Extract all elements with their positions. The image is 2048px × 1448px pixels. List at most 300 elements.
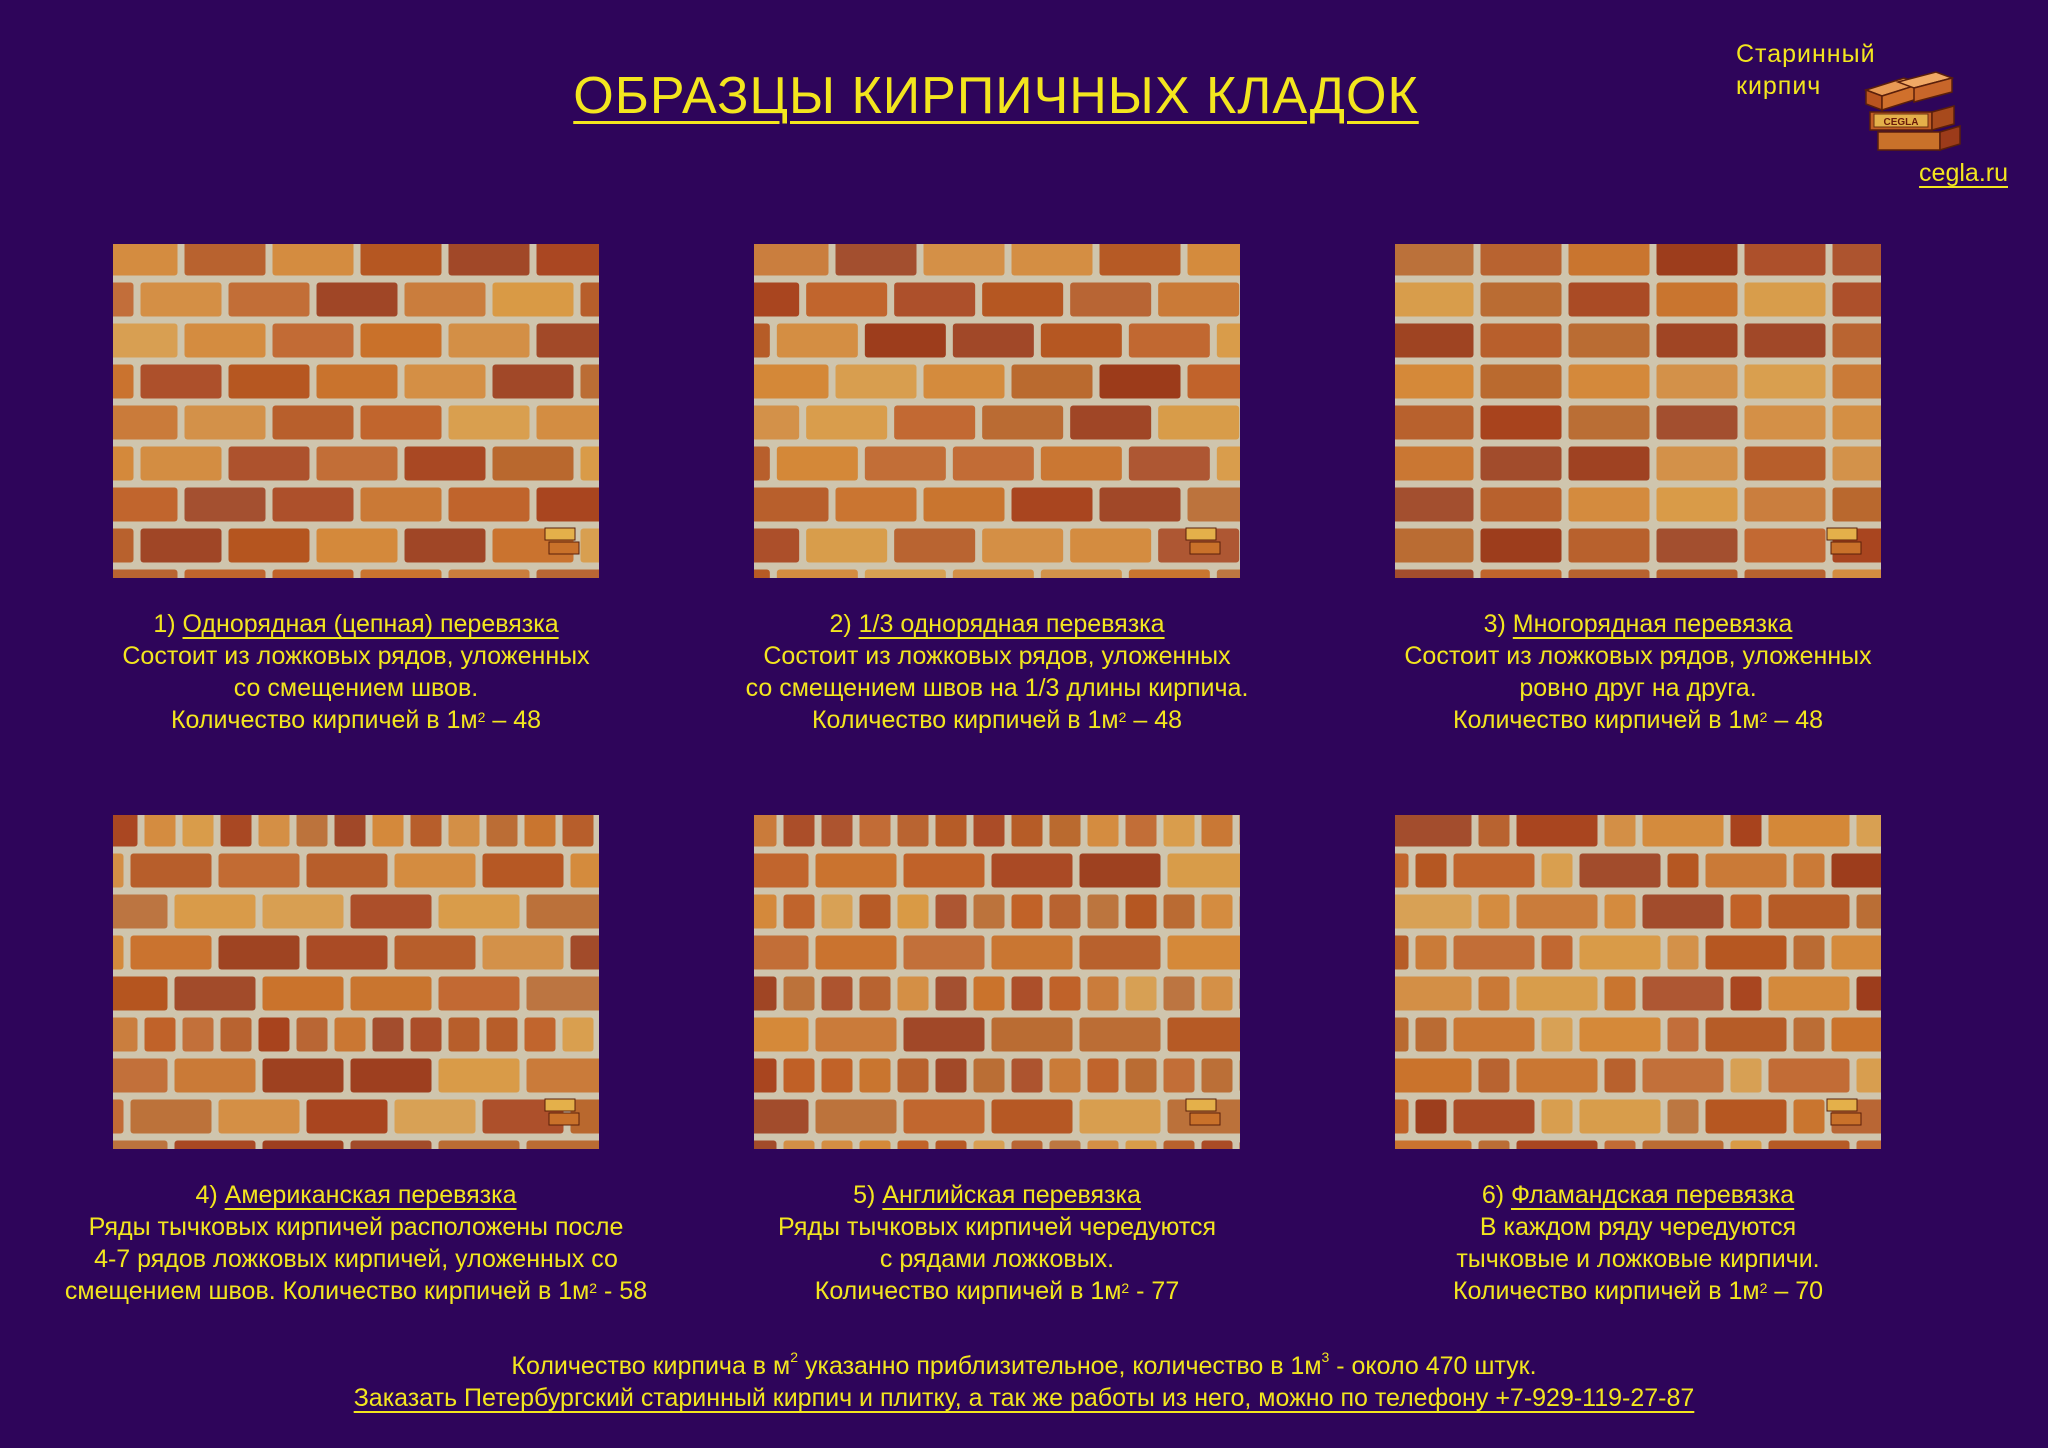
brick — [1041, 570, 1122, 579]
brick — [1395, 244, 1474, 276]
brick — [1070, 283, 1151, 317]
brick — [487, 815, 518, 847]
brick — [754, 570, 770, 579]
brick — [1126, 1141, 1157, 1150]
brick — [1395, 570, 1474, 579]
brick — [754, 244, 829, 276]
brick — [974, 1059, 1005, 1093]
brick — [822, 977, 853, 1011]
website-link[interactable]: cegla.ru — [1919, 159, 2008, 187]
brick — [1479, 977, 1510, 1011]
sample-caption — [1338, 1179, 1938, 1307]
brick — [1454, 1018, 1535, 1052]
brick — [581, 365, 600, 399]
brick — [141, 365, 222, 399]
brick — [860, 815, 891, 847]
brick — [439, 977, 520, 1011]
brick — [1050, 895, 1081, 929]
brick — [493, 283, 574, 317]
brick — [1240, 815, 1241, 847]
brick — [953, 570, 1034, 579]
brick — [113, 244, 178, 276]
brick — [297, 815, 328, 847]
brick — [1395, 815, 1472, 847]
brick — [361, 488, 442, 522]
brick — [219, 1100, 300, 1134]
brick — [1517, 815, 1598, 847]
brick — [1542, 854, 1573, 888]
brick-sample-photo — [113, 244, 599, 578]
brick — [317, 365, 398, 399]
brick — [898, 815, 929, 847]
brick — [527, 895, 600, 929]
brick — [1164, 1059, 1195, 1093]
brick — [1088, 977, 1119, 1011]
brick — [537, 570, 600, 579]
brick — [1481, 324, 1562, 358]
brick — [816, 1100, 897, 1134]
brick — [487, 1018, 518, 1052]
brick — [974, 895, 1005, 929]
sample-description: со смещением швов. — [233, 674, 479, 702]
brick — [1794, 1018, 1825, 1052]
brick — [411, 1018, 442, 1052]
brick — [1745, 324, 1826, 358]
brick — [263, 977, 344, 1011]
sample-name-link[interactable]: Английская перевязка — [882, 1181, 1141, 1209]
brick — [1012, 244, 1093, 276]
sample-description: Состоит из ложковых рядов, уложенных — [763, 642, 1231, 670]
brick — [1580, 936, 1661, 970]
logo-text-line1: Старинный — [1736, 40, 1876, 68]
brick — [992, 936, 1073, 970]
brick — [904, 1100, 985, 1134]
brick — [1833, 244, 1882, 276]
brick — [1168, 854, 1241, 888]
sample-caption — [697, 1179, 1297, 1307]
brick — [1416, 854, 1447, 888]
brick-count: Количество кирпичей в $1м^2 - 48$ — [1452, 706, 1824, 734]
brick — [1164, 977, 1195, 1011]
brick — [527, 1059, 600, 1093]
brick — [1050, 1059, 1081, 1093]
brick — [1240, 1141, 1241, 1150]
brick — [175, 1059, 256, 1093]
brick — [493, 365, 574, 399]
brick — [754, 977, 777, 1011]
brick — [537, 488, 600, 522]
brick — [865, 324, 946, 358]
brick — [822, 815, 853, 847]
brick — [1657, 283, 1738, 317]
sample-name-link[interactable]: Фламандская перевязка — [1511, 1181, 1795, 1209]
sample-description: В каждом ряду чередуются — [1479, 1213, 1797, 1241]
brick-count: Количество кирпичей в $1м^2 - 48$ — [170, 706, 542, 734]
sample-caption — [1338, 608, 1938, 736]
brick — [1731, 1059, 1762, 1093]
brick — [904, 936, 985, 970]
brick — [1395, 529, 1474, 563]
brick — [1188, 488, 1241, 522]
brick — [1569, 447, 1650, 481]
brick — [563, 1018, 594, 1052]
brick — [1657, 529, 1738, 563]
brick — [1454, 854, 1535, 888]
brick — [361, 406, 442, 440]
brick — [816, 1018, 897, 1052]
brick — [1481, 488, 1562, 522]
sample-name-link[interactable]: Однорядная (цепная) перевязка — [182, 610, 559, 638]
logo-text-line2: кирпич — [1736, 72, 1822, 100]
brick — [259, 815, 290, 847]
brick — [860, 977, 891, 1011]
brick — [483, 854, 564, 888]
brick — [1070, 529, 1151, 563]
brick — [1833, 447, 1882, 481]
brick — [525, 1018, 556, 1052]
sample-description: со смещением швов на 1/3 длины кирпича. — [745, 674, 1249, 702]
brick — [1794, 854, 1825, 888]
brick — [1395, 1141, 1472, 1150]
brick — [221, 815, 252, 847]
sample-number: 5) — [853, 1181, 876, 1209]
brick — [113, 365, 134, 399]
brick — [439, 1059, 520, 1093]
brick — [1580, 854, 1661, 888]
brick — [113, 854, 124, 888]
brick — [537, 324, 600, 358]
brick — [1217, 570, 1240, 579]
brick — [581, 283, 600, 317]
brick — [974, 1141, 1005, 1150]
brick — [1833, 365, 1882, 399]
brick — [1202, 977, 1233, 1011]
brick — [1605, 1141, 1636, 1150]
brick — [263, 1059, 344, 1093]
brick — [1395, 1059, 1472, 1093]
brick — [1833, 488, 1882, 522]
brick — [1395, 324, 1474, 358]
sample-name-link[interactable]: Многорядная перевязка — [1512, 610, 1793, 638]
sample-caption — [36, 1179, 676, 1307]
brick — [361, 324, 442, 358]
brick — [1088, 815, 1119, 847]
brick — [449, 488, 530, 522]
brick — [1168, 936, 1241, 970]
brick — [1129, 447, 1210, 481]
brick — [113, 324, 178, 358]
brick — [175, 1141, 256, 1150]
brick — [898, 1059, 929, 1093]
brick — [777, 570, 858, 579]
brick — [1088, 1141, 1119, 1150]
brick — [1395, 283, 1474, 317]
sample-caption — [56, 608, 656, 736]
brick — [1188, 244, 1241, 276]
brick — [113, 895, 168, 929]
brick — [1481, 406, 1562, 440]
brick — [1833, 324, 1882, 358]
brick — [1240, 895, 1241, 929]
brick — [1668, 1100, 1699, 1134]
brick — [373, 1018, 404, 1052]
sample-description: ровно друг на друга. — [1519, 674, 1757, 702]
brick — [351, 1059, 432, 1093]
brick — [273, 244, 354, 276]
brick — [185, 488, 266, 522]
brick-stack-icon — [1858, 68, 1968, 156]
brick — [860, 1059, 891, 1093]
brick — [936, 977, 967, 1011]
brick — [754, 1059, 777, 1093]
brick — [754, 447, 770, 481]
sample-number: 1) — [153, 610, 176, 638]
brick — [865, 447, 946, 481]
brick — [1569, 283, 1650, 317]
brick — [263, 1141, 344, 1150]
brick — [1657, 447, 1738, 481]
brick — [1481, 244, 1562, 276]
brick-wall-image — [1395, 244, 1881, 578]
brick — [1857, 815, 1882, 847]
brick — [1745, 365, 1826, 399]
sample-number: 2) — [829, 610, 852, 638]
brick — [405, 365, 486, 399]
brick — [183, 1018, 214, 1052]
brick — [974, 815, 1005, 847]
sample-number: 6) — [1481, 1181, 1505, 1209]
sample-name-link[interactable]: 1/3 однорядная перевязка — [858, 610, 1165, 638]
brick — [1569, 488, 1650, 522]
brick-count: Количество кирпичей в $1м^2 - 70$ — [1452, 1277, 1824, 1305]
brick — [145, 1018, 176, 1052]
brick — [307, 1100, 388, 1134]
brick — [1657, 406, 1738, 440]
brick — [395, 854, 476, 888]
brick — [1100, 244, 1181, 276]
sample-description: Ряды тычковых кирпичей чередуются — [778, 1213, 1216, 1241]
brick — [924, 365, 1005, 399]
brick — [1857, 895, 1882, 929]
brick — [273, 406, 354, 440]
brick — [1706, 1100, 1787, 1134]
brick — [1706, 936, 1787, 970]
brick — [936, 895, 967, 929]
brick — [1479, 895, 1510, 929]
brick — [1832, 1018, 1882, 1052]
brick — [1517, 895, 1598, 929]
brick — [1745, 447, 1826, 481]
brick — [1202, 815, 1233, 847]
brick — [1731, 895, 1762, 929]
brick — [1657, 244, 1738, 276]
brick — [1745, 570, 1826, 579]
brick — [1745, 244, 1826, 276]
brick — [898, 977, 929, 1011]
brick — [1769, 977, 1850, 1011]
brick — [1643, 1141, 1724, 1150]
brick — [1395, 447, 1474, 481]
brick — [894, 529, 975, 563]
brick — [1833, 570, 1882, 579]
brick — [953, 324, 1034, 358]
brick — [273, 324, 354, 358]
brick — [1012, 977, 1043, 1011]
brick — [1080, 854, 1161, 888]
brick — [784, 977, 815, 1011]
brick — [185, 324, 266, 358]
brick — [141, 529, 222, 563]
brick — [777, 447, 858, 481]
brick — [1668, 854, 1699, 888]
brick — [754, 406, 799, 440]
brick-sample-photo — [1395, 244, 1881, 578]
brick — [1240, 977, 1241, 1011]
brick — [1158, 283, 1239, 317]
brick — [1643, 1059, 1724, 1093]
brick — [525, 815, 556, 847]
brick — [754, 1018, 809, 1052]
brick — [1833, 283, 1882, 317]
brick — [1202, 1141, 1233, 1150]
brick — [1416, 936, 1447, 970]
brick — [113, 406, 178, 440]
brick — [1857, 977, 1882, 1011]
brick — [1605, 977, 1636, 1011]
brick — [1126, 815, 1157, 847]
brick — [1857, 1141, 1882, 1150]
brick — [1769, 815, 1850, 847]
brick — [894, 406, 975, 440]
brick — [1542, 1018, 1573, 1052]
brick — [754, 365, 829, 399]
brick — [1481, 365, 1562, 399]
brick — [1745, 283, 1826, 317]
sample-description: Состоит из ложковых рядов, уложенных — [1404, 642, 1872, 670]
brick — [1395, 1100, 1409, 1134]
brick — [483, 936, 564, 970]
brick — [1643, 895, 1724, 929]
brick — [145, 815, 176, 847]
brick — [439, 895, 520, 929]
brick — [449, 570, 530, 579]
brick — [317, 283, 398, 317]
brick — [1706, 854, 1787, 888]
brick — [1668, 1018, 1699, 1052]
brick — [1080, 1100, 1161, 1134]
brick — [754, 936, 809, 970]
brick — [335, 1018, 366, 1052]
brick — [777, 324, 858, 358]
brick — [1158, 406, 1239, 440]
brick — [1395, 365, 1474, 399]
brick — [1070, 406, 1151, 440]
brick — [1832, 854, 1882, 888]
brick — [754, 854, 809, 888]
brand-logo[interactable] — [1736, 36, 2036, 196]
brick — [1794, 1100, 1825, 1134]
brick — [1769, 1059, 1850, 1093]
footer-note: Количество кирпича в $м^2$ указанно приблизительное, количество в $1м^3$ - около 470 штук. — [511, 1349, 1537, 1380]
page-title-text: ОБРАЗЦЫ КИРПИЧНЫХ КЛАДОК — [573, 67, 1419, 125]
brick — [1745, 488, 1826, 522]
brick — [1481, 283, 1562, 317]
logo-badge-text: CEGLA — [1883, 117, 1919, 128]
brick — [1100, 365, 1181, 399]
brick — [1857, 1059, 1882, 1093]
brick — [1395, 936, 1409, 970]
brick — [493, 447, 574, 481]
brick — [113, 447, 134, 481]
brick — [1050, 1141, 1081, 1150]
brick — [1012, 1141, 1043, 1150]
brick — [113, 1059, 168, 1093]
brick — [822, 1059, 853, 1093]
sample-name-link[interactable]: Американская перевязка — [224, 1181, 517, 1209]
brick — [784, 815, 815, 847]
brick — [1126, 1059, 1157, 1093]
brick — [185, 570, 266, 579]
sample-description: с рядами ложковых. — [879, 1245, 1115, 1273]
order-phone-link[interactable]: Заказать Петербургский старинный кирпич и плитку, а так же работы из него, можно по телефону +7-929-119-27-87 — [353, 1384, 1695, 1412]
brick — [449, 815, 480, 847]
brick — [1416, 1018, 1447, 1052]
brick — [1395, 1018, 1409, 1052]
brick — [1129, 570, 1210, 579]
brick — [1517, 1059, 1598, 1093]
brick — [806, 529, 887, 563]
brick — [361, 570, 442, 579]
brick — [537, 406, 600, 440]
brick — [297, 1018, 328, 1052]
brick — [898, 895, 929, 929]
brick — [982, 529, 1063, 563]
brick — [273, 570, 354, 579]
brick — [1050, 977, 1081, 1011]
brick — [865, 570, 946, 579]
brick — [113, 977, 168, 1011]
brick — [1012, 1059, 1043, 1093]
brick — [571, 936, 600, 970]
brick — [317, 447, 398, 481]
brick — [449, 244, 530, 276]
brick — [1605, 1059, 1636, 1093]
brick-wall-image — [754, 815, 1240, 1149]
brick — [822, 895, 853, 929]
brick — [405, 529, 486, 563]
brick — [1605, 815, 1636, 847]
sample-description: тычковые и ложковые кирпичи. — [1456, 1245, 1820, 1273]
brick — [1769, 895, 1850, 929]
brick — [1569, 529, 1650, 563]
brick — [784, 1059, 815, 1093]
brick — [307, 854, 388, 888]
brick — [537, 244, 600, 276]
brick-sample-photo — [113, 815, 599, 1149]
brick — [784, 1141, 815, 1150]
brick — [1395, 854, 1409, 888]
brick — [1481, 529, 1562, 563]
brick — [131, 936, 212, 970]
brick — [816, 936, 897, 970]
brick — [1100, 488, 1181, 522]
brick — [335, 815, 366, 847]
brick — [1217, 324, 1240, 358]
brick — [816, 854, 897, 888]
brick — [113, 936, 124, 970]
brick — [219, 854, 300, 888]
brick — [449, 1018, 480, 1052]
